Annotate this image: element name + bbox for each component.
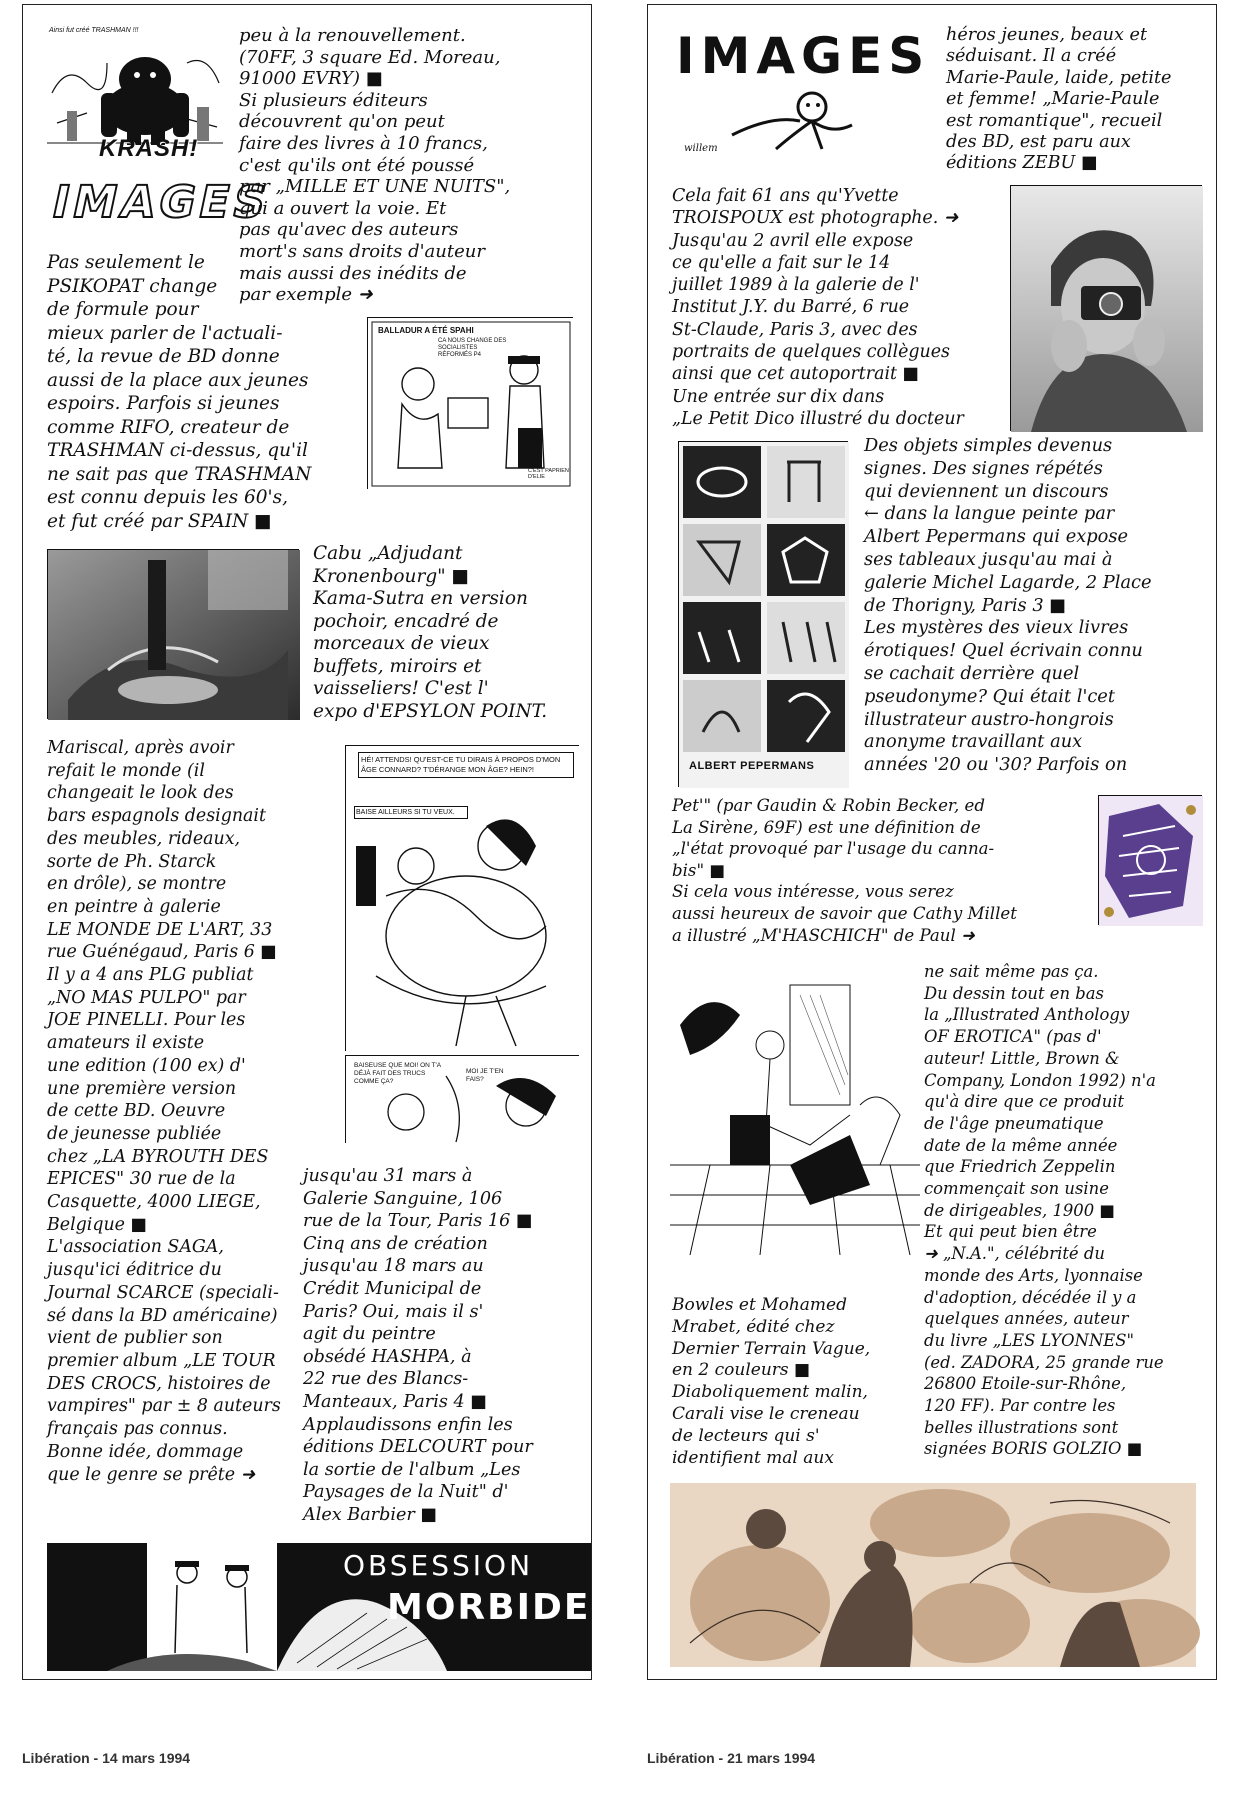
images-logo xyxy=(47,173,275,241)
trashman-illustration xyxy=(47,23,223,165)
golzio-illustration xyxy=(670,1483,1196,1667)
article-mariscal: Mariscal, après avoir refait le monde (il changeait le look des bars espagnols designait des meubles, rideaux, sorte de Ph. Starck en drôle), se montre en peintre à galerie LE MONDE DE L'ART, 33 rue Guénégaud, Paris 6 ■ Il y a 4 ans PLG publiat „NO MAS PULPO" par JOE PINELLI. Pour les amateurs il existe une edition (100 ex) d' une première version de cette BD. Oeuvre de jeunesse publiée chez „LA BYROUTH DES EPICES" 30 rue de la Casquette, 4000 LIEGE, Belgique ■ L'association SAGA, jusqu'ici éditrice du Journal SCARCE (speciali- sé dans la BD américaine) vient de publier son premier album „LE TOUR DES CROCS, histoires de vampires" par ± 8 auteurs français pas connus. Bonne idée, dommage que le genre se prête ➜ xyxy=(47,738,281,1485)
balladur-bubble: CA NOUS CHANGE DES SOCIALISTES RÉFORMÉS P4 xyxy=(438,338,507,358)
right-footer-date: Libération - 21 mars 1994 xyxy=(647,1750,816,1766)
comic-bubble-2: BAISE AILLEURS SI TU VEUX. xyxy=(354,806,468,819)
troispoux-self-portrait xyxy=(1010,185,1202,431)
obsession-title-2: MORBIDE xyxy=(387,1587,591,1628)
balladur-cartoon xyxy=(367,317,573,489)
article-marie-paule: héros jeunes, beaux et séduisant. Il a créé Marie-Paule, laide, petite et femme! „Marie-Paule est romantique", recueil des BD, est paru aux éditions ZEBU ■ xyxy=(946,25,1172,174)
trashman-tagline: Ainsi fut créé TRASHMAN !!! xyxy=(49,27,139,34)
images-logo-willem xyxy=(672,25,931,157)
erotica-engraving xyxy=(670,965,920,1255)
comic-panel-bottom xyxy=(345,1055,579,1143)
article-yvette-troispoux: Cela fait 61 ans qu'Yvette TROISPOUX est photographe. ➜ Jusqu'au 2 avril elle expose ce qu'elle a fait sur le 14 juillet 1989 à la galerie de l' Institut J.Y. du Barré, 6 rue St-Claude, Paris 3, avec des portraits de quelques collègues ainsi que cet autoportrait ■ Une entrée sur dix dans „Le Petit Dico illustré du docteur xyxy=(672,186,964,429)
images-logo-word-right: IMAGES xyxy=(676,27,931,85)
pepermans-paintings xyxy=(678,441,848,787)
comic-bubble-4: MOI JE T'EN FAIS? xyxy=(466,1068,504,1083)
right-newspaper-column xyxy=(647,4,1217,1680)
epsylon-point-photo xyxy=(47,549,299,719)
comic-bubble-1: HÉ! ATTENDS! QU'EST-CE TU DIRAIS À PROPOS D'MON ÂGE CONNARD? T'DÉRANGE MON ÂGE? HEIN?! xyxy=(358,752,574,778)
article-anthology-lyonnes: ne sait même pas ça. Du dessin tout en bas la „Illustrated Anthology OF EROTICA" (pas d' auteur! Little, Brown & Company, London 1992) n'a qu'à dire que ce produit de l'âge pneumatique date de la même année que Friedrich Zeppelin commençait son usine de dirigeables, 1900 ■ Et qui peut bien être ➜ „N.A.", célébrité du monde des Arts, lyonnaise d'adoption, décédée il y a quelques années, auteur du livre „LES LYONNES" (ed. ZADORA, 25 grande rue 26800 Etoile-sur-Rhône, 120 FF). Par contre les belles illustrations sont signées BORIS GOLZIO ■ xyxy=(924,962,1164,1459)
article-psikopat: Pas seulement le PSIKOPAT change de formule pour mieux parler de l'actuali- té, la revue de BD donne aussi de la place aux jeunes espoirs. Parfois si jeunes comme RIFO, createur de TRASHMAN ci-dessus, qu'il ne sait pas que TRASHMAN est connu depuis les 60's, et fut créé par SPAIN ■ xyxy=(47,252,312,532)
willem-signature: willem xyxy=(684,143,718,154)
willem-figure xyxy=(672,25,892,157)
article-cabu-kamasutra: Cabu „Adjudant Kronenbourg" ■ Kama-Sutra en version pochoir, encadré de morceaux de vieux buffets, miroirs et vaisseliers! C'est l' expo d'EPSYLON POINT. xyxy=(313,543,548,722)
article-pepermans-vieux-livres: Des objets simples devenus signes. Des signes répétés qui deviennent un discours ← dans la langue peinte par Albert Pepermans qui expose ses tableaux jusqu'au mai à galerie Michel Lagarde, 2 Place de Thorigny, Paris 3 ■ Les mystères des vieux livres érotiques! Quel écrivain connu se cachait derrière quel pseudonyme? Qui était l'cet illustrateur austro-hongrois anonyme travaillant aux années '20 ou '30? Parfois on xyxy=(864,435,1152,776)
obsession-title-1: OBSESSION xyxy=(343,1549,534,1582)
balladur-caption: BALLADUR A ÉTÉ SPAHI xyxy=(378,326,474,335)
obsession-morbide-illustration xyxy=(47,1543,591,1671)
article-editeurs: peu à la renouvellement. (70FF, 3 square Ed. Moreau, 91000 EVRY) ■ Si plusieurs éditeurs découvrent qu'on peut faire des livres à 10 francs, c'est qu'ils ont été poussé par „MILLE ET UNE NUITS", qui a ouvert la voie. Et pas qu'avec des auteurs mort's sans droits d'auteur mais aussi des inédits de par exemple ➜ xyxy=(239,25,511,306)
article-sanguine-hashpa: jusqu'au 31 mars à Galerie Sanguine, 106 rue de la Tour, Paris 16 ■ Cinq ans de création jusqu'au 18 mars au Crédit Municipal de Paris? Oui, mais il s' agit du peintre obsédé HASHPA, à 22 rue des Blancs- Manteaux, Paris 4 ■ Applaudissons enfin les éditions DELCOURT pour la sortie de l'album „Les Paysages de la Nuit" d' Alex Barbier ■ xyxy=(303,1166,533,1525)
left-footer-date: Libération - 14 mars 1994 xyxy=(22,1750,191,1766)
pepermans-caption: ALBERT PEPERMANS xyxy=(689,760,815,772)
left-newspaper-column xyxy=(22,4,592,1680)
comic-bubble-3: BAISEUSE QUE MOI! ON T'A DÉJÀ FAIT DES TRUCS COMME ÇA? xyxy=(354,1062,441,1085)
article-bowles-carali: Bowles et Mohamed Mrabet, édité chez Dernier Terrain Vague, en 2 couleurs ■ Diaboliquement malin, Carali vise le creneau de lecteurs qui s' identifient mal aux xyxy=(672,1295,871,1468)
comic-panel-top xyxy=(345,745,579,1051)
balladur-signature: C'EST PAPRIEN D'ELIE xyxy=(528,468,569,480)
images-logo-word: IMAGES xyxy=(47,177,275,228)
article-cannabis-millet: Pet'" (par Gaudin & Robin Becker, ed La Sirène, 69F) est une définition de „l'état provoqué par l'usage du canna- bis" ■ Si cela vous intéresse, vous serez aussi heureux de savoir que Cathy Millet a illustré „M'HASCHICH" de Paul ➜ xyxy=(672,796,1017,945)
mhaschich-illustration xyxy=(1098,795,1202,925)
krash-title: KRASH! xyxy=(99,135,199,162)
